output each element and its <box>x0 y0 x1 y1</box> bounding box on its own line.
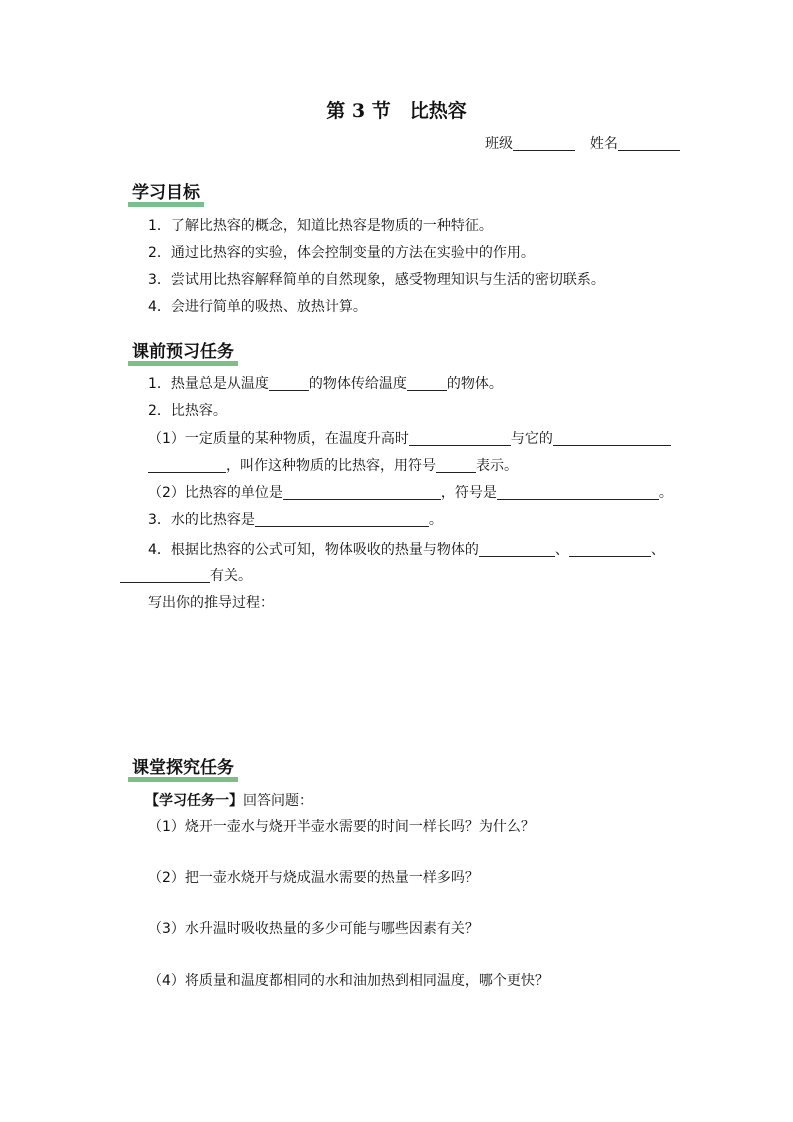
preview-question-4: 4．根据比热容的公式可知，物体吸收的热量与物体的 、 、 <box>148 542 665 558</box>
derivation-prompt: 写出你的推导过程： <box>148 595 274 611</box>
section-heading-inquiry: 课堂探究任务 <box>128 753 238 779</box>
page-title: 第 3 节 比热容 <box>326 100 467 122</box>
fill-blank[interactable] <box>120 567 210 583</box>
task-bracket-label: 【学习任务一】 <box>145 793 243 809</box>
preview-question-2-2: （2）比热容的单位是 ，符号是 。 <box>148 485 673 501</box>
fill-blank[interactable] <box>283 484 441 500</box>
class-label: 班级 <box>485 136 513 152</box>
objective-item: 4．会进行简单的吸热、放热计算。 <box>148 299 367 315</box>
section-heading-objectives: 学习目标 <box>128 178 204 204</box>
preview-question-2: 2．比热容。 <box>148 403 227 419</box>
fill-blank[interactable] <box>148 457 226 473</box>
objective-item: 1．了解比热容的概念，知道比热容是物质的一种特征。 <box>148 218 493 234</box>
preview-question-3: 3．水的比热容是 。 <box>148 512 443 528</box>
fill-blank[interactable] <box>407 375 447 391</box>
fill-blank[interactable] <box>553 430 671 446</box>
objective-item: 3．尝试用比热容解释简单的自然现象，感受物理知识与生活的密切联系。 <box>148 272 605 288</box>
name-label: 姓名 <box>589 136 618 152</box>
fill-blank[interactable] <box>255 511 429 527</box>
fill-blank[interactable] <box>269 375 309 391</box>
fill-blank[interactable] <box>409 430 511 446</box>
fill-blank[interactable] <box>479 541 555 557</box>
name-blank[interactable] <box>618 135 680 151</box>
preview-question-4-cont: 有关。 <box>120 565 252 585</box>
inquiry-question: （2）把一壶水烧开与烧成温水需要的热量一样多吗？ <box>148 870 479 886</box>
inquiry-question: （1）烧开一壶水与烧开半壶水需要的时间一样长吗？为什么？ <box>148 819 535 835</box>
inquiry-question: （4）将质量和温度都相同的水和油加热到相同温度，哪个更快？ <box>148 973 549 989</box>
section-heading-preview: 课前预习任务 <box>128 337 238 363</box>
preview-question-2-1: （1）一定质量的某种物质，在温度升高时 与它的 <box>148 428 671 448</box>
learning-task-heading: 【学习任务一】回答问题： <box>145 793 313 809</box>
preview-question-2-1-cont: ，叫作这种物质的比热容，用符号 表示。 <box>148 455 518 475</box>
class-name-line <box>485 133 680 153</box>
class-blank[interactable] <box>513 135 575 151</box>
fill-blank[interactable] <box>569 541 651 557</box>
inquiry-question: （3）水升温时吸收热量的多少可能与哪些因素有关？ <box>148 921 479 937</box>
preview-question-1: 1．热量总是从温度 的物体传给温度 的物体。 <box>148 376 503 392</box>
objective-item: 2．通过比热容的实验，体会控制变量的方法在实验中的作用。 <box>148 245 535 261</box>
fill-blank[interactable] <box>436 457 476 473</box>
fill-blank[interactable] <box>497 484 659 500</box>
